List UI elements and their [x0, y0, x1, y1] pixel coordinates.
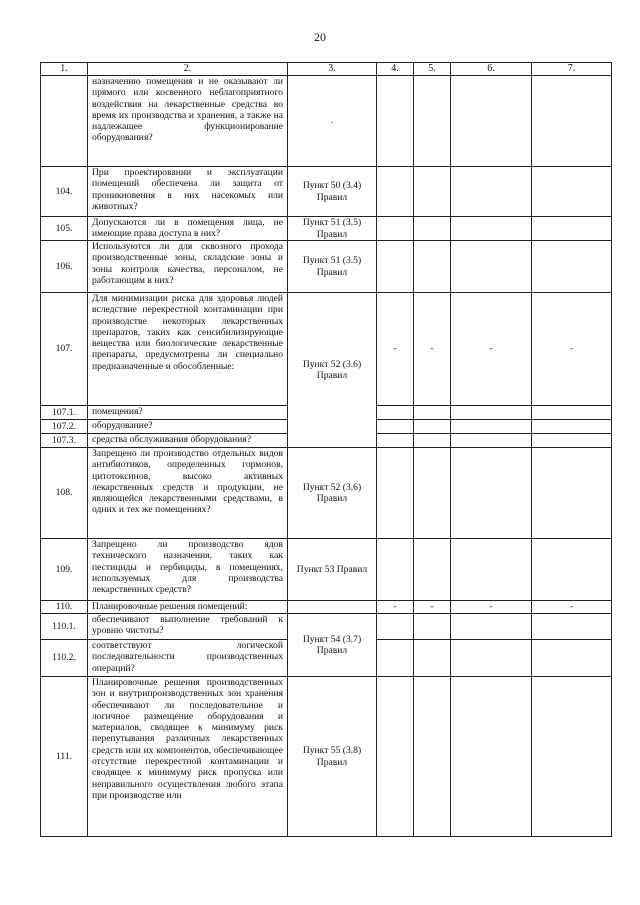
dash-mark: -: [532, 293, 612, 406]
dash-mark: -: [451, 601, 532, 614]
column-header: 1.: [41, 63, 88, 76]
row-question: Используются ли для сквозного прохода производственные зоны, складские зоны и зоны контроля качества, персоналом, не работающим в них?: [88, 241, 288, 293]
dash-mark: -: [377, 601, 414, 614]
row-number: 107.3.: [41, 434, 88, 448]
dash-mark: -: [451, 293, 532, 406]
row-question: соответствуют логической последовательности производственных операций?: [88, 640, 288, 677]
row-question: Планировочные решения производственных зон и внутрипроизводственных зон хранения обеспечивают ли последовательное и логичное размещение оборудования и материалов, сводящее к минимуму риск перепутывания различных лекарственных средств или их компонентов, обеспечивающее отсутствие перекрестной контаминации и сводящее к минимуму риск пропуска или неправильного осуществления любого этапа при производстве или: [88, 677, 288, 837]
row-number: 110.1.: [41, 614, 88, 640]
row-number: 108.: [41, 448, 88, 539]
row-number: 107.1.: [41, 406, 88, 420]
row-question: Допускаются ли в помещения лица, не имеющие права доступа в них?: [88, 217, 288, 241]
row-question: оборудование?: [88, 420, 288, 434]
column-header: 7.: [532, 63, 612, 76]
dash-mark: -: [414, 601, 451, 614]
row-reference: Пункт 51 (3.5) Правил: [288, 241, 377, 293]
column-header: 3.: [288, 63, 377, 76]
table-row: [41, 217, 612, 241]
row-question: помещения?: [88, 406, 288, 420]
row-reference: Пункт 55 (3.8) Правил: [288, 677, 377, 837]
row-number: 110.2.: [41, 640, 88, 677]
row-question: Планировочные решения помещений:: [88, 601, 288, 614]
row-mark: .: [288, 76, 377, 167]
column-header: 2.: [88, 63, 288, 76]
table-row: [41, 448, 612, 539]
row-number: 107.2.: [41, 420, 88, 434]
checklist-table: [40, 62, 612, 837]
table-row: [41, 293, 612, 406]
table-row: [41, 677, 612, 837]
header-row: [41, 63, 612, 76]
row-question: Запрещено ли производство ядов технического назначения, таких как пестициды и гербициды, в помещениях, используемых для производства лекарственных средств?: [88, 539, 288, 601]
column-header: 6.: [451, 63, 532, 76]
table-row: [41, 167, 612, 217]
row-question: При проектировании и эксплуатации помещений обеспечена ли защита от проникновения в них насекомых или животных?: [88, 167, 288, 217]
row-reference: Пункт 52 (3.6) Правил: [288, 293, 377, 448]
row-reference: Пункт 53 Правил: [288, 539, 377, 601]
row-number: 109.: [41, 539, 88, 601]
table-row: [41, 76, 612, 167]
row-reference: Пункт 54 (3.7) Правил: [288, 614, 377, 677]
dash-mark: -: [414, 293, 451, 406]
column-header: 5.: [414, 63, 451, 76]
row-number: 110.: [41, 601, 88, 614]
column-header: 4.: [377, 63, 414, 76]
table-row: [41, 539, 612, 601]
table-row: [41, 601, 612, 614]
dash-mark: -: [532, 601, 612, 614]
row-number: 106.: [41, 241, 88, 293]
row-number: 111.: [41, 677, 88, 837]
row-question: Для минимизации риска для здоровья людей вследствие перекрестной контаминации при производстве некоторых лекарственных препаратов, таких как сенсибилизирующие вещества или биологические лекарственные препараты, предусмотрены ли специально предназначенные и обособленные:: [88, 293, 288, 406]
row-number: 107.: [41, 293, 88, 406]
dash-mark: -: [377, 293, 414, 406]
row-number: 104.: [41, 167, 88, 217]
row-reference: Пункт 51 (3.5) Правил: [288, 217, 377, 241]
row-reference: Пункт 50 (3.4) Правил: [288, 167, 377, 217]
row-number: 105.: [41, 217, 88, 241]
table-row: [41, 614, 612, 640]
row-question: средства обслуживания оборудования?: [88, 434, 288, 448]
row-reference: Пункт 52 (3.6) Правил: [288, 448, 377, 539]
row-question: обеспечивают выполнение требований к уровню чистоты?: [88, 614, 288, 640]
row-question: Запрещено ли производство отдельных видов антибиотиков, определенных гормонов, цитотоксинов, высоко активных лекарственных средств и продукции, не являющейся лекарственными средствами, в одних и тех же помещениях?: [88, 448, 288, 539]
row-number: [41, 76, 88, 167]
row-question: назначению помещения и не оказывают ли прямого или косвенного неблагоприятного воздействия на лекарственные средства во время их производства и хранения, а также на надлежащее функционирование оборудования?: [88, 76, 288, 167]
table-row: [41, 241, 612, 293]
page-number: 20: [314, 30, 326, 44]
